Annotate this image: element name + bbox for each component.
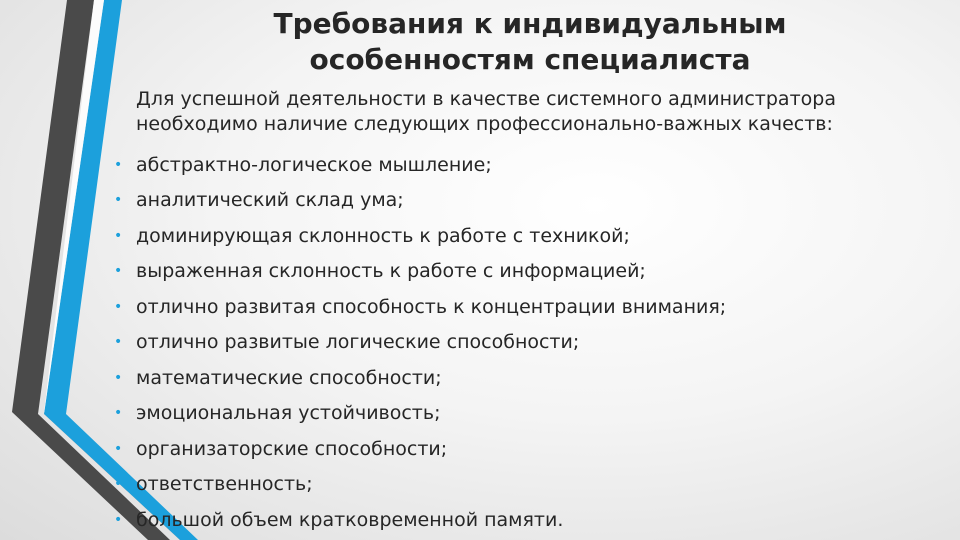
- list-item-text: ответственность;: [136, 473, 313, 496]
- list-item: [114, 325, 726, 361]
- list-item: [114, 360, 726, 396]
- list-item: [114, 254, 726, 290]
- bullet-icon: •: [114, 227, 123, 244]
- bullet-icon: •: [114, 263, 123, 280]
- bullet-icon: •: [114, 156, 123, 173]
- list-item-text: большой объем кратковременной памяти.: [136, 508, 564, 531]
- title-line-1: Требования к индивидуальным: [273, 7, 787, 40]
- list-item: [114, 431, 726, 467]
- bullet-icon: •: [114, 440, 123, 457]
- list-item-text: отлично развитые логические способности;: [136, 331, 580, 354]
- list-item: [114, 147, 726, 183]
- list-item: [114, 289, 726, 325]
- list-item-text: выраженная склонность к работе с информацией;: [136, 260, 646, 283]
- bullet-icon: •: [114, 369, 123, 386]
- bullet-icon: •: [114, 476, 123, 493]
- list-item-text: математические способности;: [136, 366, 442, 389]
- list-item-text: организаторские способности;: [136, 437, 448, 460]
- intro-line-2: необходимо наличие следующих профессионально-важных качеств:: [136, 113, 833, 135]
- bullet-icon: •: [114, 405, 123, 422]
- list-item: [114, 218, 726, 254]
- bullet-icon: •: [114, 192, 123, 209]
- requirements-list: [114, 147, 726, 538]
- bullet-icon: •: [114, 334, 123, 351]
- list-item: [114, 183, 726, 219]
- slide-title: [150, 6, 910, 78]
- list-item: [114, 502, 726, 538]
- list-item-text: абстрактно-логическое мышление;: [136, 153, 492, 176]
- list-item-text: аналитический склад ума;: [136, 189, 404, 212]
- title-line-2: особенностям специалиста: [309, 43, 751, 76]
- intro-line-1: Для успешной деятельности в качестве системного администратора: [136, 88, 836, 110]
- bullet-icon: •: [114, 298, 123, 315]
- list-item: [114, 467, 726, 503]
- list-item-text: отлично развитая способность к концентрации внимания;: [136, 295, 727, 318]
- list-item: [114, 396, 726, 432]
- bullet-icon: •: [114, 511, 123, 528]
- intro-paragraph: [136, 87, 951, 137]
- list-item-text: доминирующая склонность к работе с техникой;: [136, 224, 630, 247]
- list-item-text: эмоциональная устойчивость;: [136, 402, 441, 425]
